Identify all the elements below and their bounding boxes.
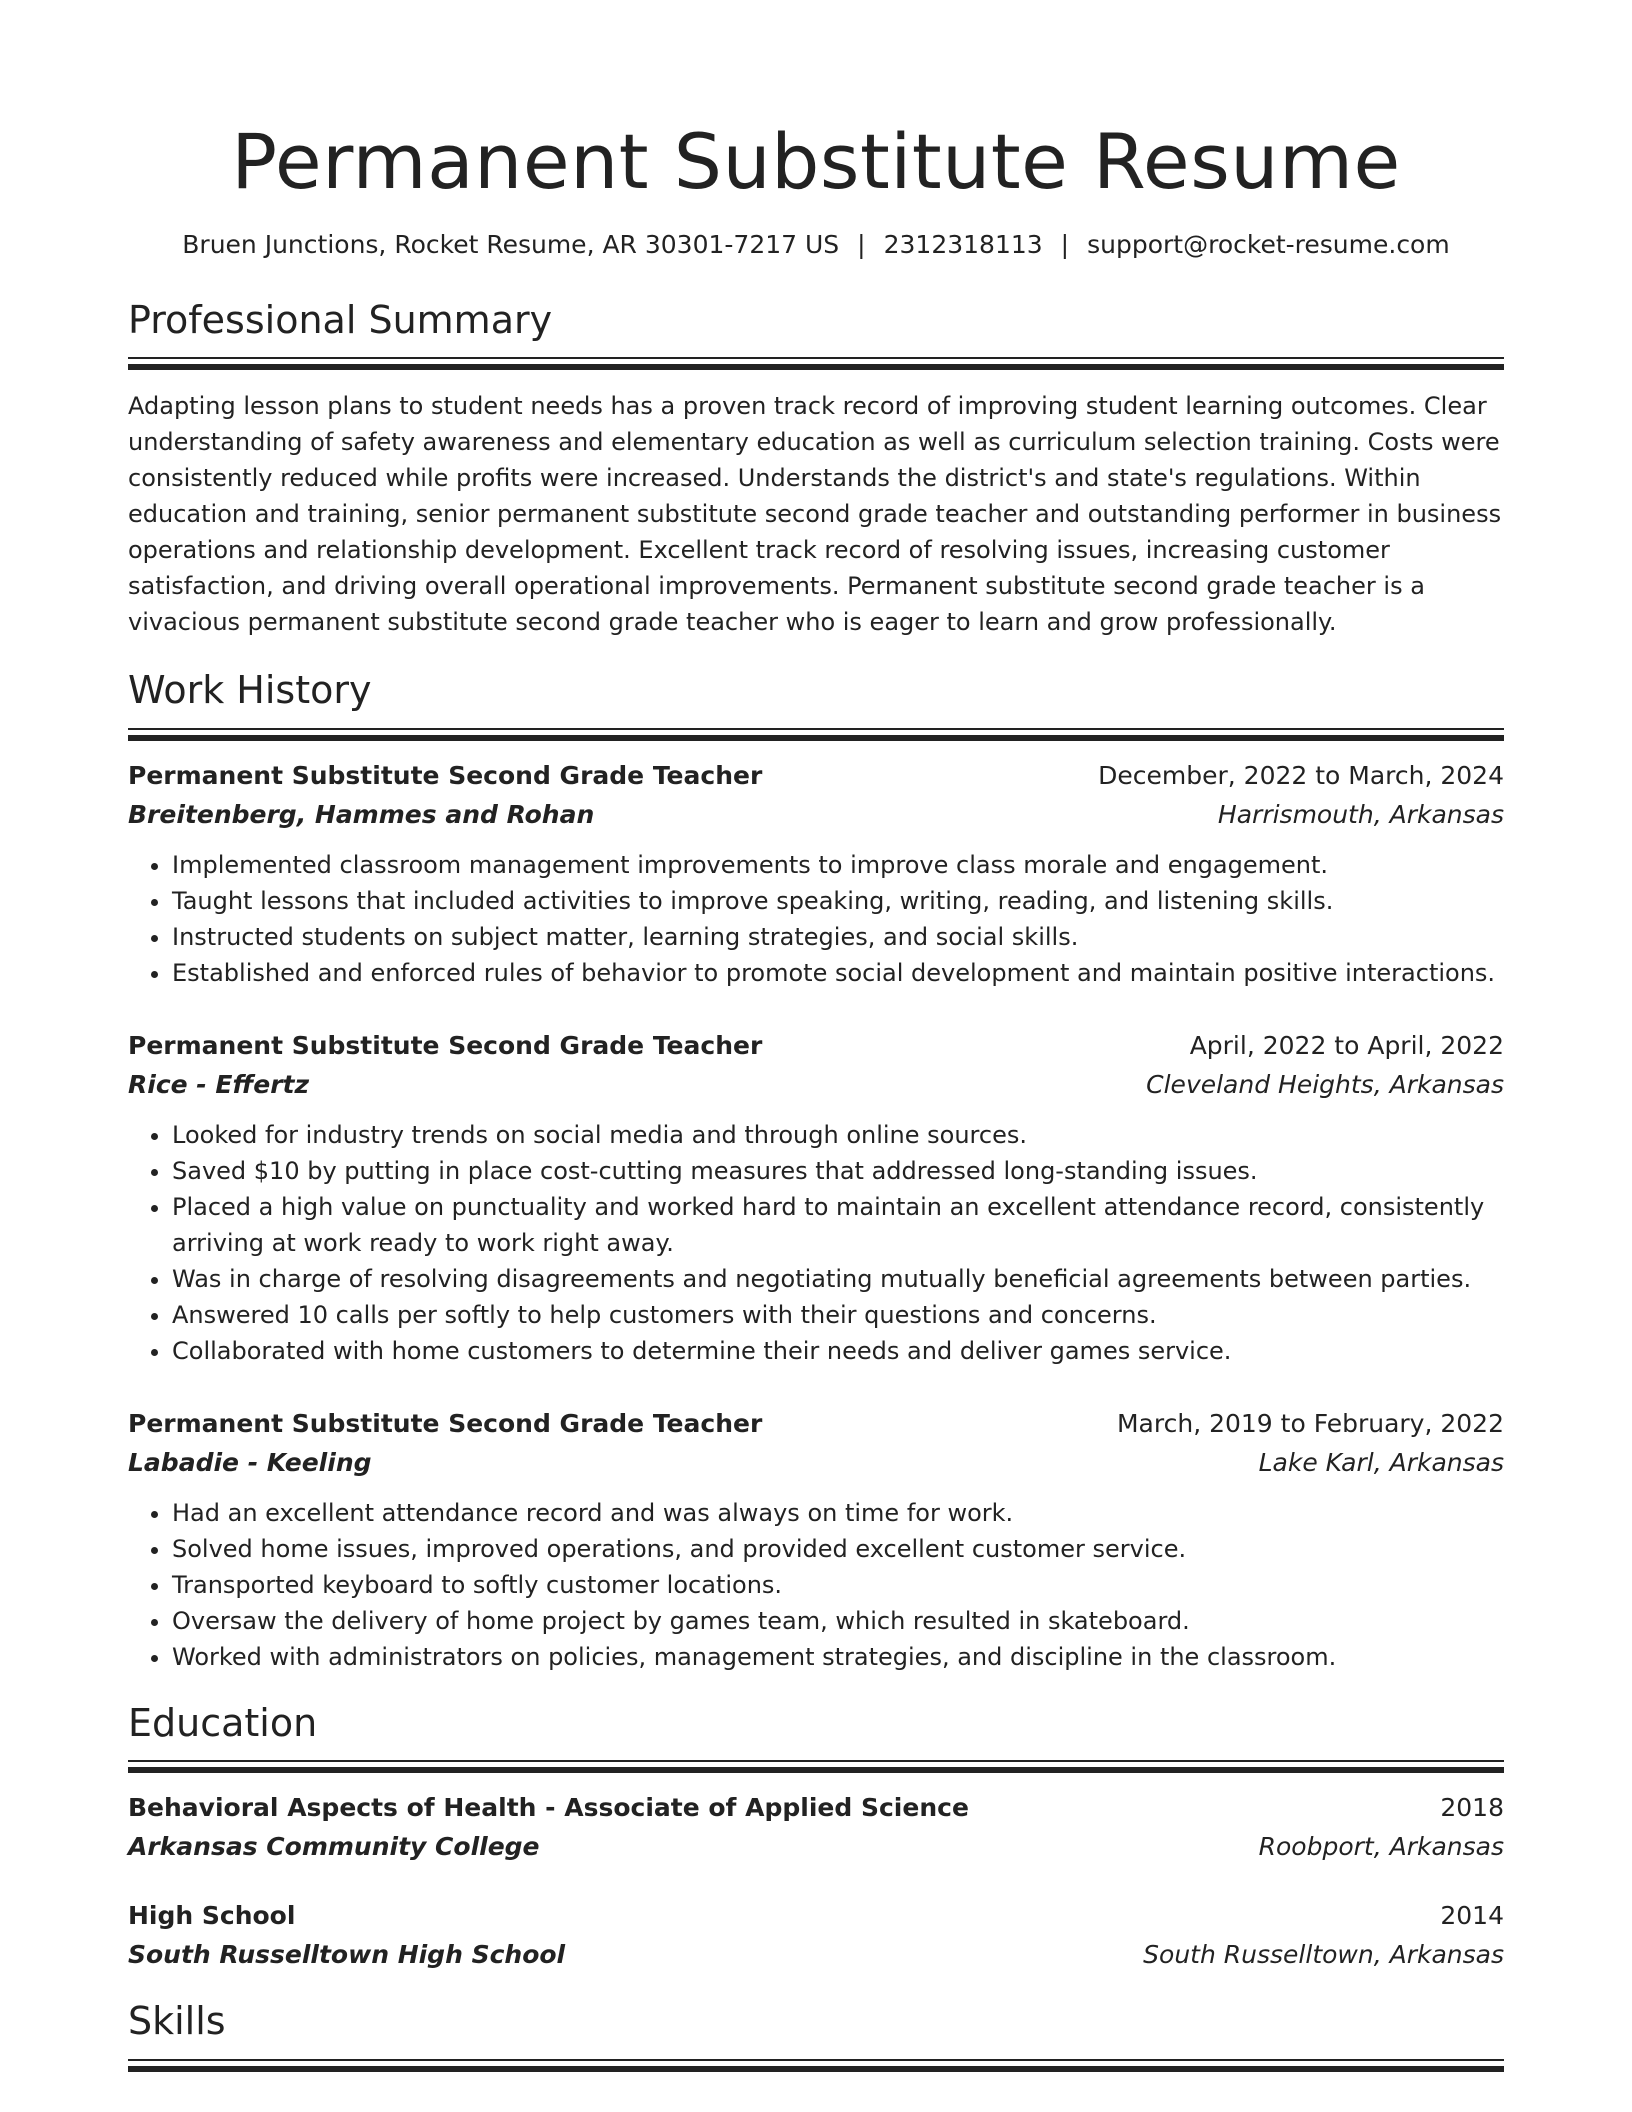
contact-separator: |: [1060, 229, 1070, 259]
education-header-row: [128, 1897, 1504, 1935]
job-entry: [128, 1405, 1504, 1675]
job-company-row: [128, 1443, 1504, 1483]
job-bullet: • Looked for industry trends on social media and through online sources.: [172, 1117, 1504, 1153]
skills-section: [128, 1999, 1504, 2072]
summary-text: Adapting lesson plans to student needs has a proven track record of improving student learning outcomes. Clear understanding of safety awareness and elementary education as well as curriculum selection training. Costs were consistently reduced while profits were increased. Understands the district's and state's regulations. Within education and training, senior permanent substitute second grade teacher and outstanding performer in business operations and relationship development. Excellent track record of resolving issues, increasing customer satisfaction, and driving overall operational improvements. Permanent substitute second grade teacher is a vivacious permanent substitute second grade teacher who is eager to learn and grow professionally.: [128, 392, 1502, 637]
section-divider: [128, 1760, 1504, 1773]
job-bullet: • Worked with administrators on policies, management strategies, and discipline in the classroom.: [172, 1639, 1504, 1675]
section-heading-summary: Professional Summary: [128, 297, 553, 342]
education-year: 2018: [1440, 1793, 1504, 1823]
job-company-row: [128, 1065, 1504, 1105]
work-history-section: [128, 668, 1504, 1675]
education-header-row: [128, 1789, 1504, 1827]
job-header-row: [128, 757, 1504, 795]
contact-address: Bruen Junctions, Rocket Resume, AR 30301-7217 US: [182, 229, 840, 259]
contact-email: support@rocket-resume.com: [1087, 229, 1450, 259]
job-bullet: • Instructed students on subject matter, learning strategies, and social skills.: [172, 919, 1504, 955]
job-dates: December, 2022 to March, 2024: [1098, 760, 1504, 790]
education-location: Roobport, Arkansas: [1258, 1832, 1504, 1862]
education-school-row: [128, 1935, 1504, 1975]
section-divider: [128, 728, 1504, 741]
job-company: Labadie - Keeling: [128, 1447, 372, 1477]
job-title: Permanent Substitute Second Grade Teacher: [128, 1030, 763, 1060]
job-location: Lake Karl, Arkansas: [1258, 1447, 1504, 1477]
job-entry: [128, 757, 1504, 991]
job-bullet-list: [128, 1117, 1504, 1369]
job-bullet: • Taught lessons that included activities to improve speaking, writing, reading, and listening skills.: [172, 883, 1504, 919]
education-entry: [128, 1789, 1504, 1867]
section-divider: [128, 2059, 1504, 2072]
education-degree: High School: [128, 1901, 296, 1931]
education-school: South Russelltown High School: [128, 1940, 566, 1970]
job-bullet: • Was in charge of resolving disagreements and negotiating mutually beneficial agreements between parties.: [172, 1261, 1504, 1297]
education-location: South Russelltown, Arkansas: [1143, 1940, 1504, 1970]
job-bullet: • Established and enforced rules of behavior to promote social development and maintain positive interactions.: [172, 955, 1504, 991]
job-bullet: • Saved $10 by putting in place cost-cutting measures that addressed long-standing issues.: [172, 1153, 1504, 1189]
job-dates: March, 2019 to February, 2022: [1116, 1408, 1504, 1438]
job-bullet-list: [128, 1495, 1504, 1675]
education-school: Arkansas Community College: [128, 1832, 540, 1862]
resume-title: Permanent Substitute Resume: [231, 117, 1401, 206]
section-divider: [128, 357, 1504, 370]
job-bullet: • Transported keyboard to softly customer locations.: [172, 1567, 1504, 1603]
job-bullet: • Implemented classroom management improvements to improve class morale and engagement.: [172, 847, 1504, 883]
job-bullet: • Placed a high value on punctuality and worked hard to maintain an excellent attendance record, consistently arriving at work ready to work right away.: [172, 1189, 1504, 1261]
education-year: 2014: [1440, 1901, 1504, 1931]
education-degree: Behavioral Aspects of Health - Associate of Applied Science: [128, 1793, 969, 1823]
job-dates: April, 2022 to April, 2022: [1189, 1030, 1504, 1060]
job-entry: [128, 1027, 1504, 1369]
job-location: Harrismouth, Arkansas: [1217, 799, 1504, 829]
education-section: [128, 1701, 1504, 1976]
job-title: Permanent Substitute Second Grade Teacher: [128, 760, 763, 790]
job-company: Breitenberg, Hammes and Rohan: [128, 799, 595, 829]
education-school-row: [128, 1827, 1504, 1867]
job-location: Cleveland Heights, Arkansas: [1146, 1069, 1504, 1099]
job-header-row: [128, 1405, 1504, 1443]
job-title: Permanent Substitute Second Grade Teacher: [128, 1408, 763, 1438]
job-bullet-list: [128, 847, 1504, 991]
job-bullet: • Answered 10 calls per softly to help customers with their questions and concerns.: [172, 1297, 1504, 1333]
section-heading-education: Education: [128, 1700, 318, 1745]
contact-line: [128, 230, 1504, 260]
summary-section: [128, 298, 1504, 641]
job-bullet: • Oversaw the delivery of home project by games team, which resulted in skateboard.: [172, 1603, 1504, 1639]
contact-separator: |: [857, 229, 866, 259]
section-heading-work-history: Work History: [128, 668, 372, 713]
job-header-row: [128, 1027, 1504, 1065]
job-company: Rice - Effertz: [128, 1069, 310, 1099]
education-entry: [128, 1897, 1504, 1975]
job-bullet: • Solved home issues, improved operations, and provided excellent customer service.: [172, 1531, 1504, 1567]
contact-phone: 2312318113: [883, 229, 1043, 259]
job-company-row: [128, 795, 1504, 835]
section-heading-skills: Skills: [128, 1999, 226, 2044]
job-bullet: • Had an excellent attendance record and was always on time for work.: [172, 1495, 1504, 1531]
job-bullet: • Collaborated with home customers to determine their needs and deliver games service.: [172, 1333, 1504, 1369]
